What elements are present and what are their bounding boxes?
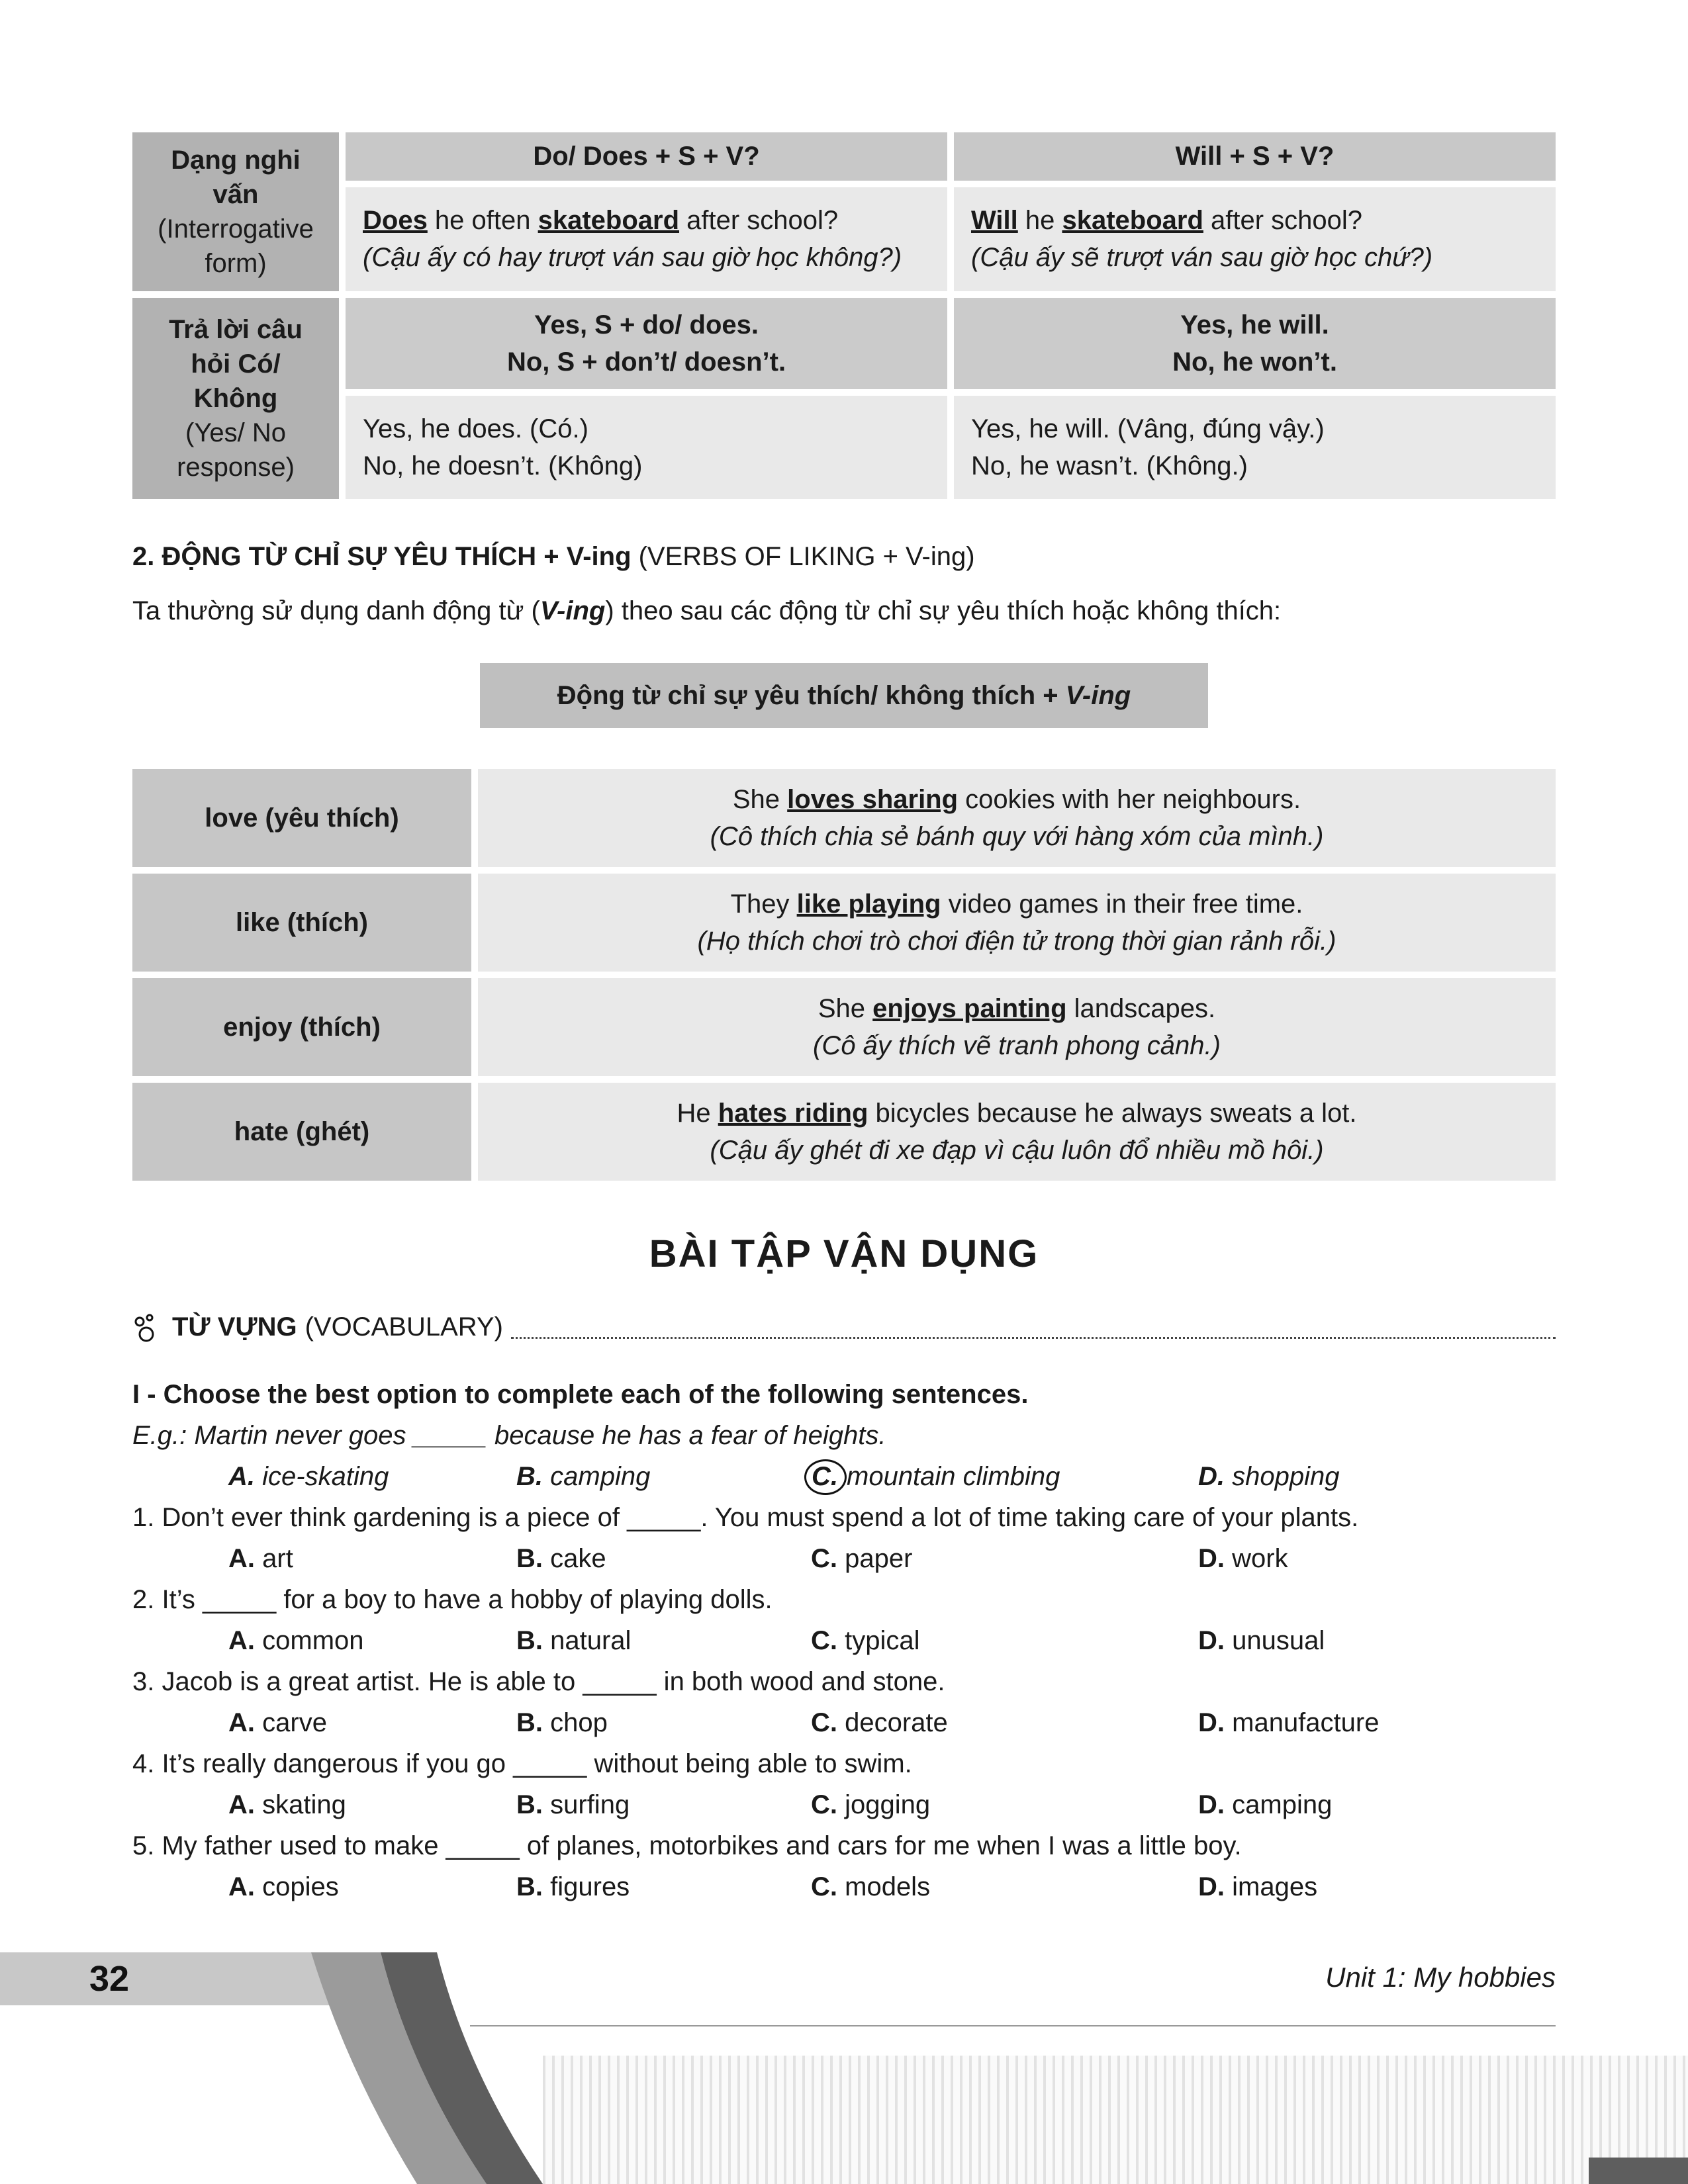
option-text: camping	[1232, 1790, 1333, 1820]
option-text: copies	[262, 1872, 339, 1902]
option-c	[811, 1620, 1198, 1661]
option-letter: C.	[811, 1544, 837, 1574]
vocab-section-header	[132, 1309, 1556, 1345]
page-number: 32	[89, 1959, 130, 1999]
example-vi: (Họ thích chơi trò chơi điện tử trong thời gian rảnh rỗi.)	[697, 927, 1336, 956]
option-letter: A.	[228, 1872, 255, 1902]
option-text: art	[262, 1544, 293, 1574]
vocab-label: TỪ VỰNG	[172, 1312, 297, 1342]
option-text: ice-skating	[262, 1462, 389, 1492]
footer-rule	[470, 2025, 1556, 2026]
option-c	[811, 1538, 1198, 1579]
dotted-leader	[511, 1337, 1556, 1339]
option-text: camping	[550, 1462, 651, 1492]
text-run: She	[818, 994, 873, 1023]
option-text: manufacture	[1232, 1708, 1380, 1738]
option-letter: B.	[516, 1626, 543, 1656]
example-en	[498, 1095, 1536, 1132]
option-letter: D.	[1198, 1872, 1225, 1902]
option-letter: B.	[516, 1790, 543, 1820]
rule-box-text: Động từ chỉ sự yêu thích/ không thích +	[557, 681, 1066, 710]
option-letter: D.	[1198, 1626, 1225, 1656]
key-phrase: hates riding	[718, 1099, 868, 1128]
text-run: She	[732, 785, 788, 814]
option-d	[1198, 1456, 1556, 1497]
part1-heading: I - Choose the best option to complete each of the following sentences.	[132, 1380, 1029, 1410]
option-text: mountain climbing	[847, 1462, 1060, 1492]
option-text: carve	[262, 1708, 327, 1738]
option-letter: D.	[1198, 1708, 1225, 1738]
option-text: models	[845, 1872, 931, 1902]
question-5-options	[228, 1866, 1556, 1907]
do-question-vi: (Cậu ấy có hay trượt ván sau giờ học không?)	[363, 243, 902, 272]
liking-verbs-table	[132, 769, 1556, 1181]
option-text: natural	[550, 1626, 632, 1656]
text-run: after school?	[1203, 206, 1363, 235]
verb-enjoy-example	[478, 978, 1556, 1076]
option-c	[811, 1866, 1198, 1907]
footer-corner-bar	[1589, 2158, 1688, 2184]
key-does: Does	[363, 206, 428, 235]
answer-circle	[804, 1459, 847, 1495]
will-answer-rule-cell	[954, 298, 1556, 389]
example-line: No, he doesn’t. (Không)	[363, 451, 643, 480]
option-a	[228, 1866, 516, 1907]
label-en: (Yes/ No response)	[177, 418, 295, 482]
option-letter: B.	[516, 1708, 543, 1738]
key-phrase: like playing	[796, 889, 941, 919]
option-text: typical	[845, 1626, 920, 1656]
option-letter: A.	[228, 1790, 255, 1820]
text-run: video games in their free time.	[941, 889, 1303, 919]
key-ving: V-ing	[539, 596, 606, 625]
option-text: work	[1232, 1544, 1288, 1574]
do-answer-example-cell	[346, 396, 947, 499]
heading-normal: (VERBS OF LIKING + V-ing)	[631, 542, 975, 571]
footer-band	[0, 1952, 344, 2005]
key-phrase: loves sharing	[787, 785, 959, 814]
option-letter: A.	[228, 1626, 255, 1656]
do-answer-rule-cell	[346, 298, 947, 389]
text-run: cookies with her neighbours.	[958, 785, 1301, 814]
verb-like-example	[478, 874, 1556, 972]
example-line: No, he wasn’t. (Không.)	[971, 451, 1248, 480]
interrogative-form-label	[132, 132, 339, 291]
option-b	[516, 1866, 811, 1907]
label-en: (Interrogative form)	[158, 214, 314, 278]
rule-line: Yes, S + do/ does.	[534, 310, 759, 340]
rule-line: No, S + don’t/ doesn’t.	[506, 347, 786, 377]
rule-line: Yes, he will.	[1180, 310, 1329, 340]
question-1-text: 1. Don’t ever think gardening is a piece of _____. You must spend a lot of time taking care of your plants.	[132, 1503, 1359, 1533]
option-a	[228, 1784, 516, 1825]
option-b	[516, 1456, 811, 1497]
verb-love-cell: love (yêu thích)	[132, 769, 471, 867]
verb-enjoy-cell: enjoy (thích)	[132, 978, 471, 1076]
footer-stripes-decoration	[543, 2056, 1688, 2184]
example-en	[498, 886, 1536, 923]
option-letter: A.	[228, 1708, 255, 1738]
option-letter: C.	[811, 1708, 837, 1738]
verb-like-cell: like (thích)	[132, 874, 471, 972]
page-content	[132, 132, 1556, 1907]
option-c	[811, 1784, 1198, 1825]
section-2-intro	[132, 593, 1556, 629]
option-d	[1198, 1538, 1556, 1579]
do-question-cell	[346, 187, 947, 291]
example-line: Yes, he does. (Có.)	[363, 414, 588, 443]
verb-hate-cell: hate (ghét)	[132, 1083, 471, 1181]
key-skateboard: skateboard	[1062, 206, 1203, 235]
key-ving: V-ing	[1065, 681, 1131, 710]
text-run: ) theo sau các động từ chỉ sự yêu thích hoặc không thích:	[605, 596, 1282, 625]
option-text: cake	[550, 1544, 606, 1574]
text-run: bicycles because he always sweats a lot.	[868, 1099, 1357, 1128]
option-letter: C.	[811, 1872, 837, 1902]
option-a	[228, 1538, 516, 1579]
verb-hate-example	[478, 1083, 1556, 1181]
option-d	[1198, 1866, 1556, 1907]
text-run: He	[677, 1099, 718, 1128]
text-run: Ta thường sử dụng danh động từ (	[132, 596, 540, 625]
option-text: skating	[262, 1790, 346, 1820]
key-will: Will	[971, 206, 1018, 235]
example-en	[498, 990, 1536, 1027]
yes-no-response-label	[132, 298, 339, 499]
question-1-options	[228, 1538, 1556, 1579]
option-text: shopping	[1232, 1462, 1340, 1492]
option-a	[228, 1702, 516, 1743]
key-phrase: enjoys painting	[872, 994, 1067, 1023]
verb-love-example	[478, 769, 1556, 867]
question-4-options	[228, 1784, 1556, 1825]
will-question-vi: (Cậu ấy sẽ trượt ván sau giờ học chứ?)	[971, 243, 1433, 272]
question-5-text: 5. My father used to make _____ of planes, motorbikes and cars for me when I was a little boy.	[132, 1831, 1242, 1861]
option-c	[811, 1702, 1198, 1743]
exercises-title: BÀI TẬP VẬN DỤNG	[649, 1232, 1039, 1275]
rule-line: No, he won’t.	[1172, 347, 1337, 377]
question-3-options	[228, 1702, 1556, 1743]
example-vi: (Cô ấy thích vẽ tranh phong cảnh.)	[813, 1031, 1221, 1060]
do-does-header: Do/ Does + S + V?	[346, 132, 947, 181]
do-question-en	[363, 202, 930, 239]
section-2-heading	[132, 539, 1556, 574]
option-b	[516, 1702, 811, 1743]
heading-bold: 2. ĐỘNG TỪ CHỈ SỰ YÊU THÍCH + V-ing	[132, 542, 632, 571]
example-vi: (Cô thích chia sẻ bánh quy với hàng xóm của mình.)	[710, 822, 1324, 851]
text-run: They	[730, 889, 797, 919]
option-text: decorate	[845, 1708, 948, 1738]
option-letter: B.	[516, 1544, 543, 1574]
example-question: E.g.: Martin never goes _____ because he has a fear of heights.	[132, 1421, 886, 1451]
option-d	[1198, 1702, 1556, 1743]
option-a	[228, 1620, 516, 1661]
option-text: unusual	[1232, 1626, 1325, 1656]
label-vi: Dạng nghi vấn	[171, 146, 301, 209]
option-b	[516, 1538, 811, 1579]
question-2-options	[228, 1620, 1556, 1661]
vocab-circles-icon	[132, 1313, 164, 1345]
example-en	[498, 781, 1536, 818]
option-letter: A.	[228, 1544, 255, 1574]
option-letter: D.	[1198, 1544, 1225, 1574]
key-skateboard: skateboard	[538, 206, 680, 235]
option-b	[516, 1620, 811, 1661]
option-letter: B.	[516, 1872, 543, 1902]
example-vi: (Cậu ấy ghét đi xe đạp vì cậu luôn đổ nhiều mồ hôi.)	[710, 1136, 1324, 1165]
option-text: surfing	[550, 1790, 630, 1820]
text-run: landscapes.	[1066, 994, 1216, 1023]
footer-swoosh-decoration	[311, 1952, 549, 2184]
vocab-sublabel: (VOCABULARY)	[305, 1312, 503, 1342]
option-text: jogging	[845, 1790, 931, 1820]
option-letter: C.	[811, 1626, 837, 1656]
example-line: Yes, he will. (Vâng, đúng vậy.)	[971, 414, 1325, 443]
will-question-en	[971, 202, 1538, 239]
will-question-cell	[954, 187, 1556, 291]
unit-label: Unit 1: My hobbies	[1325, 1962, 1556, 1993]
option-letter: C.	[811, 1790, 837, 1820]
option-text: common	[262, 1626, 364, 1656]
liking-rule-box	[480, 663, 1208, 728]
option-b	[516, 1784, 811, 1825]
option-letter: B.	[516, 1462, 543, 1492]
text-run: after school?	[679, 206, 839, 235]
option-letter: A.	[228, 1462, 255, 1492]
label-vi: Trả lời câu hỏi Có/ Không	[169, 315, 303, 413]
option-d	[1198, 1784, 1556, 1825]
example-options	[228, 1456, 1556, 1497]
will-answer-example-cell	[954, 396, 1556, 499]
question-2-text: 2. It’s _____ for a boy to have a hobby of playing dolls.	[132, 1585, 773, 1615]
option-d	[1198, 1620, 1556, 1661]
will-header: Will + S + V?	[954, 132, 1556, 181]
text-run: he	[1017, 206, 1062, 235]
question-3-text: 3. Jacob is a great artist. He is able to _____ in both wood and stone.	[132, 1667, 945, 1697]
option-text: paper	[845, 1544, 913, 1574]
option-a	[228, 1456, 516, 1497]
grammar-table	[132, 132, 1556, 499]
option-text: chop	[550, 1708, 608, 1738]
option-letter: D.	[1198, 1462, 1225, 1492]
option-letter: D.	[1198, 1790, 1225, 1820]
text-run: he often	[427, 206, 538, 235]
question-4-text: 4. It’s really dangerous if you go _____ without being able to swim.	[132, 1749, 912, 1779]
option-letter: C.	[812, 1462, 838, 1492]
option-text: figures	[550, 1872, 630, 1902]
option-text: images	[1232, 1872, 1318, 1902]
option-c	[811, 1456, 1198, 1497]
